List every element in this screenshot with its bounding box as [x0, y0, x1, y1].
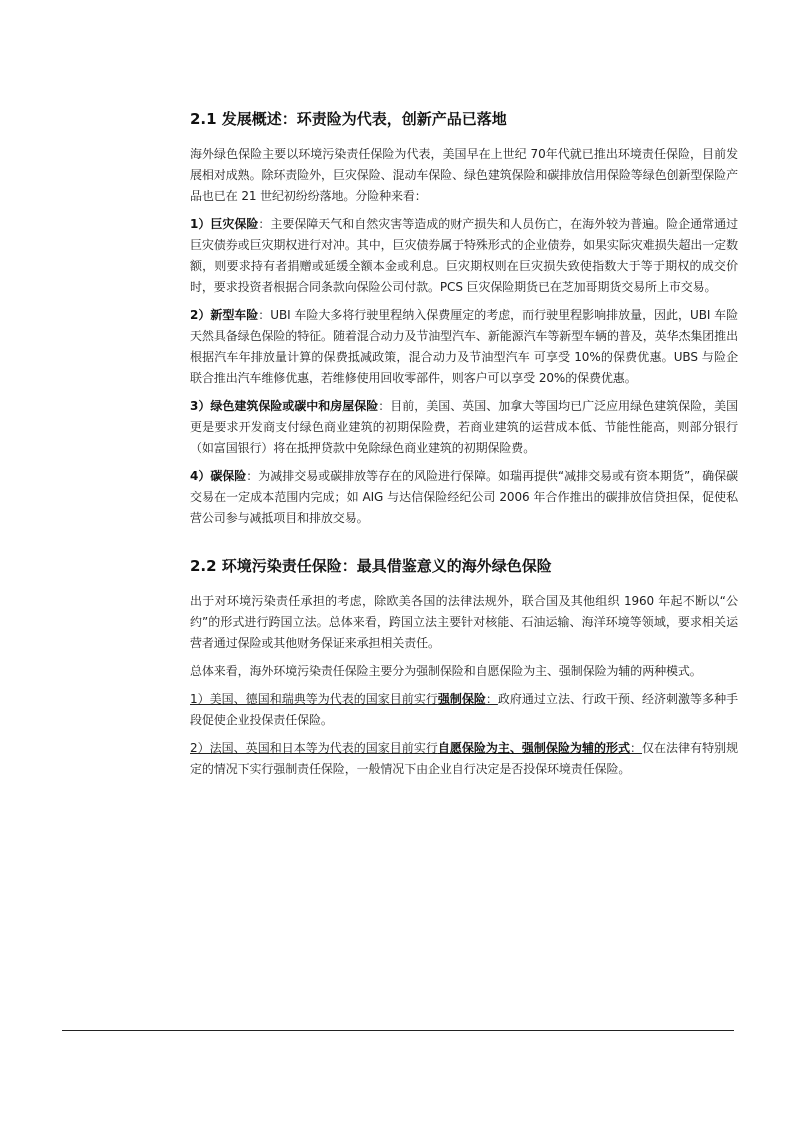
item-separator: ：: [258, 217, 271, 231]
section-heading-2-1: 2.1 发展概述：环责险为代表，创新产品已落地: [190, 110, 507, 128]
mode-prefix: 2）法国、英国和日本等为代表的国家目前实行: [190, 741, 438, 755]
mode-separator: ：: [485, 692, 498, 706]
item-body: 为减排交易或碳排放等存在的风险进行保障。如瑞再提供“减排交易或有资本期货”，确保碳交易在一定成本范围内完成；如 AIG 与达信保险经纪公司 2006 年合作推出的碳排放信贷担保，促使私营公司参与减抵项目和排放交易。: [190, 469, 739, 525]
item-carbon-insurance: [190, 466, 738, 529]
item-green-building-insurance: [190, 396, 738, 459]
intro-paragraph: 海外绿色保险主要以环境污染责任保险为代表，美国早在上世纪 70年代就已推出环境责任保险，目前发展相对成熟。除环责险外，巨灾保险、混动车保险、绿色建筑保险和碳排放信用保险等绿色创新型保险产品也已在 21 世纪初纷纷落地。分险种来看：: [190, 147, 738, 203]
item-body: UBI 车险大多将行驶里程纳入保费厘定的考虑，而行驶里程影响排放量，因此，UBI 车险天然具备绿色保险的特征。随着混合动力及节油型汽车、新能源汽车等新型车辆的普及，英华杰集团推出根据汽车年排放量计算的保费抵减政策，混合动力及节油型汽车 可享受 10%的保费优惠。UBS 与险企联合推出汽车维修优惠，若维修使用回收零部件，则客户可以享受 20%的保费优惠。: [190, 308, 738, 385]
document-body: [190, 108, 738, 787]
insurance-modes-paragraph: 总体来看，海外环境污染责任保险主要分为强制保险和自愿保险为主、强制保险为辅的两种模式。: [190, 664, 702, 678]
mode-prefix: 1）美国、德国和瑞典等为代表的国家目前实行: [190, 692, 438, 706]
item-lead: 2）新型车险: [190, 308, 259, 322]
item-lead: 3）绿色建筑保险或碳中和房屋保险: [190, 399, 379, 413]
section-2-1: [190, 108, 738, 529]
item-catastrophe-insurance: [190, 214, 738, 298]
mode-body: 仅在法律有特别规定的情况下实行强制责任保险，一般情况下由企业自行决定是否投保环境责任保险。: [190, 741, 739, 776]
cross-border-legislation-paragraph: 出于对环境污染责任承担的考虑，除欧美各国的法律法规外，联合国及其他组织 1960 年起不断以“公约”的形式进行跨国立法。总体来看，跨国立法主要针对核能、石油运输、海洋环境等领域，要求相关运营者通过保险或其他财务保证来承担相关责任。: [190, 594, 738, 650]
item-separator: ：: [258, 308, 271, 322]
item-body: 目前，美国、英国、加拿大等国均已广泛应用绿色建筑保险，美国更是要求开发商支付绿色商业建筑的初期保险费，若商业建筑的运营成本低、节能性能高，则部分银行（如富国银行）将在抵押贷款中免除绿色商业建筑的初期保险费。: [190, 399, 738, 455]
mode-lead: 强制保险: [437, 692, 486, 706]
footer-divider: [62, 1030, 734, 1031]
section-heading-2-2: 2.2 环境污染责任保险：最具借鉴意义的海外绿色保险: [190, 557, 552, 575]
section-2-2: [190, 555, 738, 780]
item-separator: ：: [378, 399, 391, 413]
mode-body: 政府通过立法、行政干预、经济刺激等多种手段促使企业投保责任保险。: [190, 692, 738, 727]
item-new-auto-insurance: [190, 305, 738, 389]
mode-separator: ：: [630, 741, 643, 755]
mode-lead: 自愿保险为主、强制保险为辅的形式: [437, 741, 631, 755]
item-lead: 4）碳保险: [190, 469, 247, 483]
mandatory-insurance-paragraph: [190, 689, 738, 731]
item-separator: ：: [246, 469, 259, 483]
item-body: 主要保障天气和自然灾害等造成的财产损失和人员伤亡，在海外较为普遍。险企通常通过巨灾债券或巨灾期权进行对冲。其中，巨灾债券属于特殊形式的企业债券，如果实际灾难损失超出一定数额，则要求持有者捐赠或延缓全额本金或利息。巨灾期权则在巨灾损失致使指数大于等于期权的成交价时，要求投资者根据合同条款向保险公司付款。PCS 巨灾保险期货已在芝加哥期货交易所上市交易。: [190, 217, 738, 294]
voluntary-insurance-paragraph: [190, 738, 738, 780]
item-lead: 1）巨灾保险: [190, 217, 259, 231]
